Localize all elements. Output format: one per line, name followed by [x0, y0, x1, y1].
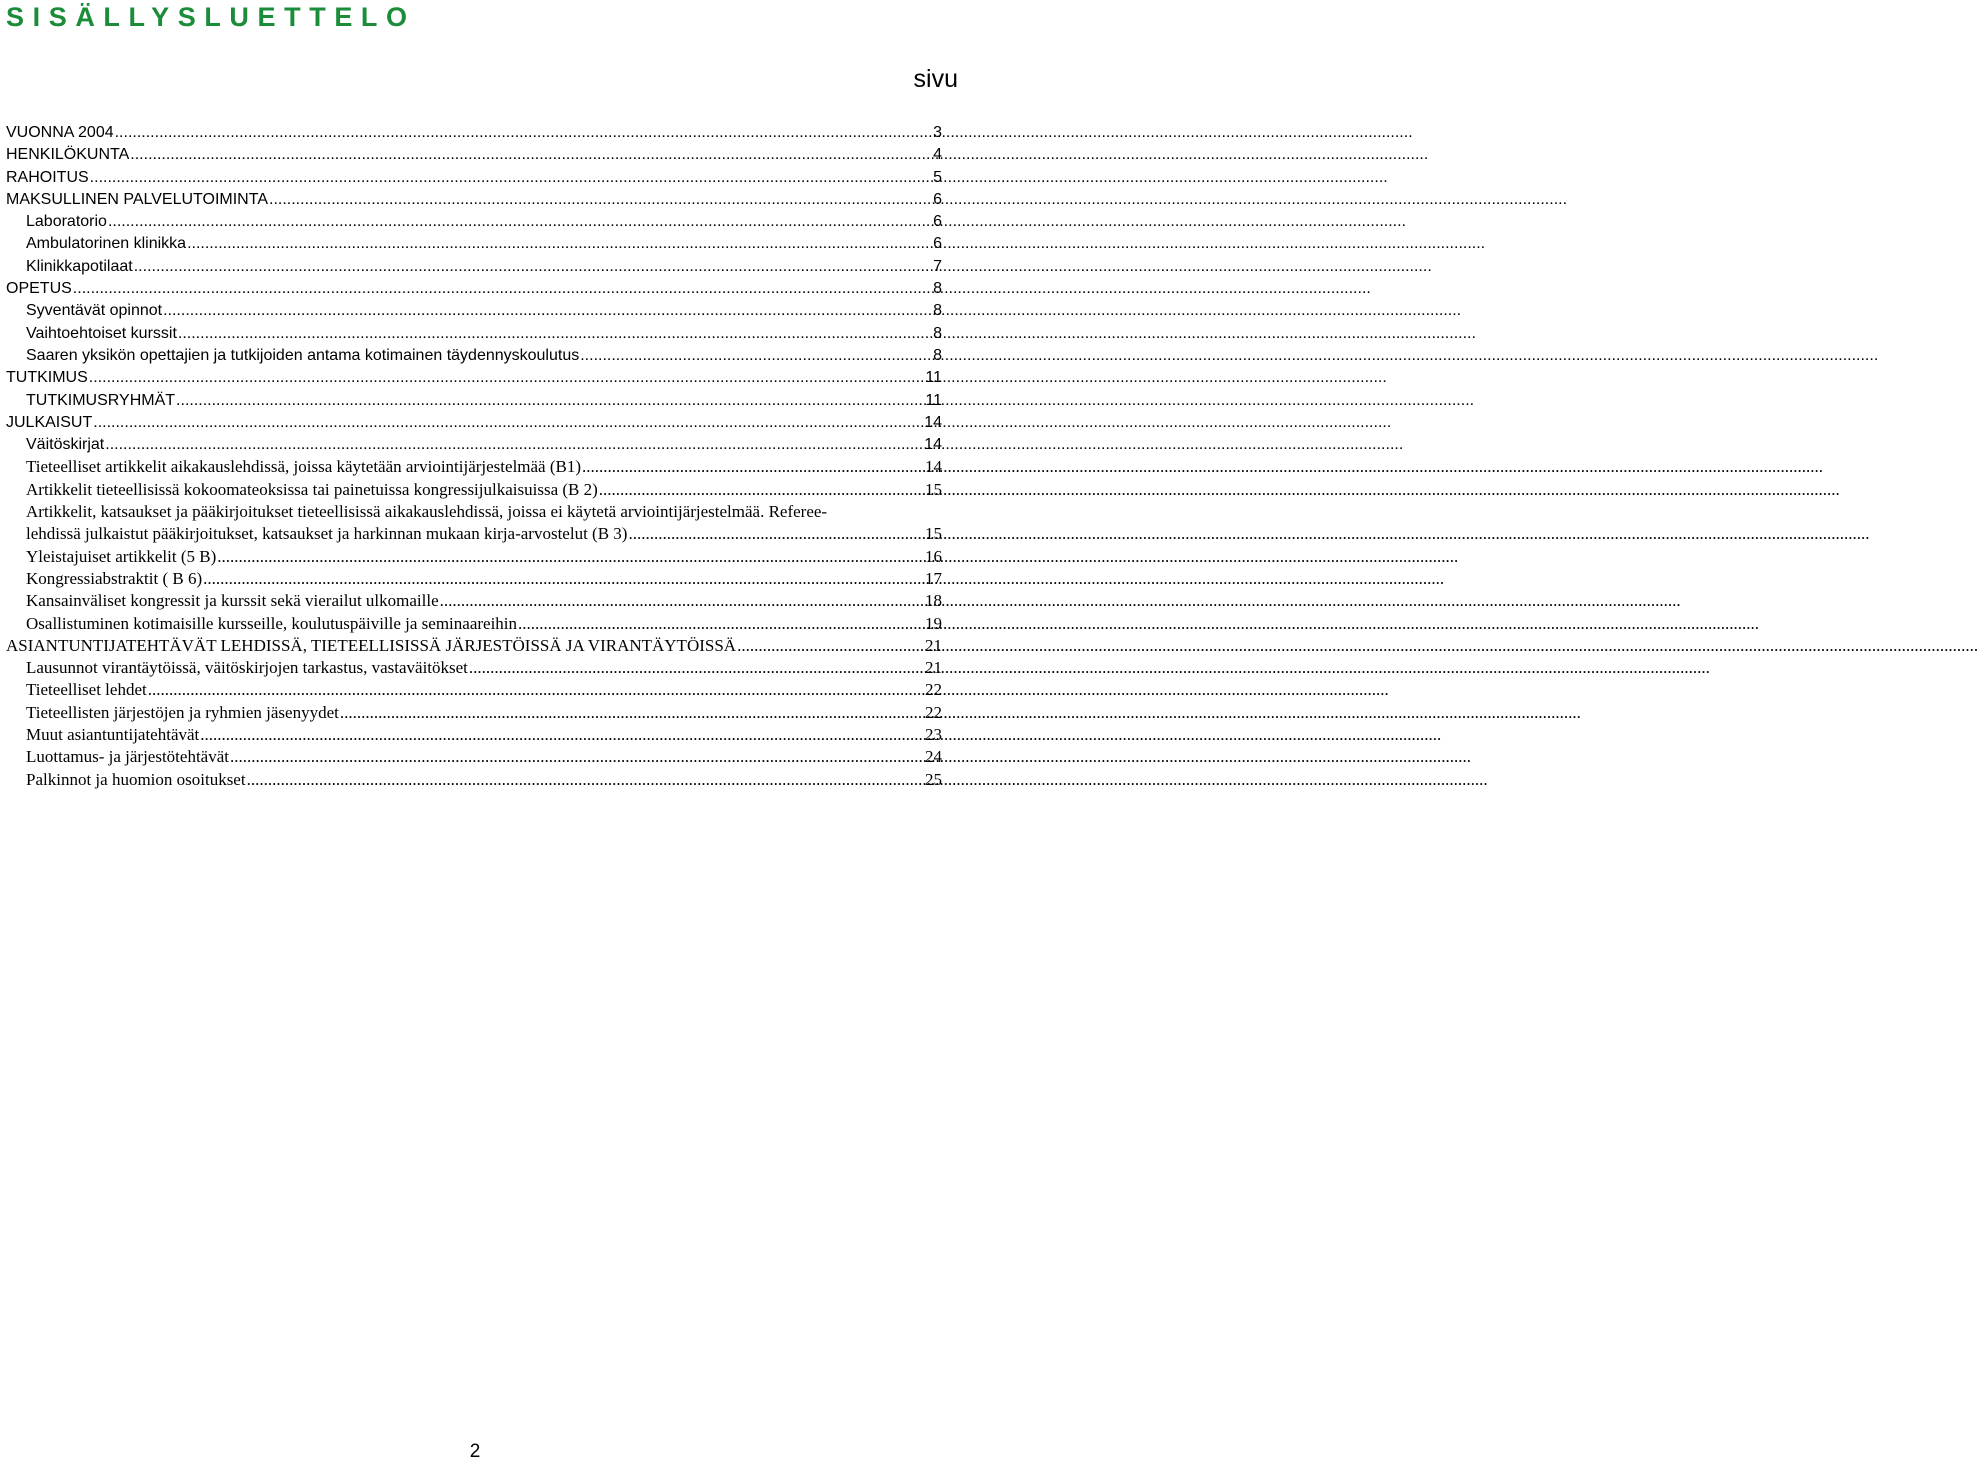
toc-entry[interactable] — [6, 568, 942, 590]
toc-entry[interactable] — [6, 390, 942, 412]
dot-leader — [199, 724, 925, 746]
toc-entry-page: 15 — [925, 524, 942, 544]
toc-entry-page: 11 — [925, 369, 942, 387]
dot-leader — [89, 167, 933, 189]
toc-entry[interactable] — [6, 367, 942, 389]
toc-entry[interactable] — [6, 746, 942, 768]
dot-leader — [72, 278, 933, 300]
toc-entry-label: HENKILÖKUNTA — [6, 146, 130, 164]
dot-leader — [736, 635, 925, 657]
toc-entry-label: Osallistuminen kotimaisille kursseille, koulutuspäiville ja seminaareihin — [26, 613, 518, 633]
toc-entry-page: 3 — [933, 124, 942, 141]
toc-entry[interactable] — [6, 167, 942, 189]
toc-entry[interactable] — [6, 679, 942, 701]
toc-entry-label: Laboratorio — [26, 213, 107, 231]
dot-leader — [104, 434, 924, 456]
toc-entry-page: 4 — [933, 146, 942, 164]
toc-entry-page: 8 — [933, 302, 942, 320]
toc-entry[interactable] — [6, 702, 942, 724]
dot-leader — [88, 367, 926, 389]
toc-entry-page: 21 — [925, 635, 942, 655]
toc-entry-page: 8 — [933, 324, 942, 342]
toc-entry[interactable] — [6, 501, 942, 523]
toc-entry-page: 23 — [925, 725, 942, 745]
toc-entry[interactable] — [6, 456, 942, 478]
toc-entry-label: RAHOITUS — [6, 168, 89, 186]
toc-entry[interactable] — [6, 233, 942, 255]
toc-entry-page: 22 — [925, 680, 942, 700]
toc-entry-label: Saaren yksikön opettajien ja tutkijoiden antama kotimainen täydennyskoulutus — [26, 346, 580, 364]
toc-entry-label: Kongressiabstraktit ( B 6) — [26, 568, 203, 588]
toc-entry[interactable] — [6, 323, 942, 345]
toc-entry-label: Syventävät opinnot — [26, 302, 163, 320]
dot-leader — [439, 590, 925, 612]
toc-entry[interactable] — [6, 256, 942, 278]
toc-entry-page: 18 — [925, 591, 942, 611]
toc-entry-page: 19 — [925, 613, 942, 633]
toc-entry[interactable] — [6, 479, 942, 501]
toc-entry-label: Kansainväliset kongressit ja kurssit sekä vierailut ulkomaille — [26, 591, 439, 611]
toc-entry[interactable] — [6, 546, 942, 568]
toc-entry-page: 14 — [924, 436, 942, 454]
toc-entry[interactable] — [6, 412, 942, 434]
toc-entry-label: Vaihtoehtoiset kurssit — [26, 324, 177, 342]
toc-entry[interactable] — [6, 613, 942, 635]
toc-entry-label: Ambulatorinen klinikka — [26, 235, 187, 253]
toc-entry-page: 8 — [933, 346, 942, 364]
toc-entry-page: 25 — [925, 769, 942, 789]
toc-entry-page: 22 — [925, 702, 942, 722]
toc-entry-page: 15 — [925, 479, 942, 499]
dot-leader — [177, 323, 933, 345]
toc-entry-label: Väitöskirjat — [26, 436, 105, 454]
toc-entry-page: 7 — [933, 257, 942, 275]
dot-leader — [107, 211, 933, 233]
toc-entry[interactable] — [6, 523, 942, 545]
toc-entry-page: 21 — [925, 658, 942, 678]
toc-entry-page: 6 — [933, 190, 942, 208]
toc-entry-label: Yleistajuiset artikkelit (5 B) — [26, 546, 217, 566]
toc-entry[interactable] — [6, 724, 942, 746]
toc-entry[interactable] — [6, 434, 942, 456]
dot-leader — [114, 122, 933, 144]
toc-entry[interactable] — [6, 278, 942, 300]
toc-entry-label: ASIANTUNTIJATEHTÄVÄT LEHDISSÄ, TIETEELLISISSÄ JÄRJESTÖISSÄ JA VIRANTÄYTÖISSÄ — [6, 635, 737, 655]
page-title: SISÄLLYSLUETTELO — [6, 2, 416, 32]
dot-leader — [627, 523, 925, 545]
toc-entry-page: 8 — [933, 280, 942, 298]
toc-entry-page: 14 — [924, 413, 942, 431]
table-of-contents — [6, 122, 942, 791]
toc-entry[interactable] — [6, 122, 942, 144]
dot-leader — [202, 568, 925, 590]
dot-leader — [216, 546, 925, 568]
toc-entry-page: 16 — [925, 546, 942, 566]
dot-leader — [186, 233, 933, 255]
toc-entry-label: Tieteelliset lehdet — [26, 680, 147, 700]
toc-entry-label: Lausunnot virantäytöissä, väitöskirjojen tarkastus, vastaväitökset — [26, 658, 468, 678]
toc-entry-label: VUONNA 2004 — [6, 124, 114, 141]
toc-entry-label: TUTKIMUS — [6, 369, 88, 387]
dot-leader — [147, 679, 925, 701]
toc-entry-page: 6 — [933, 213, 942, 231]
toc-entry-label: Artikkelit tieteellisissä kokoomateoksissa tai painetuissa kongressijulkaisuissa (B 2) — [26, 479, 598, 499]
dot-leader — [162, 300, 933, 322]
dot-leader — [229, 746, 925, 768]
toc-entry-page: 5 — [933, 168, 942, 186]
dot-leader — [581, 456, 925, 478]
toc-entry[interactable] — [6, 211, 942, 233]
toc-entry-label: lehdissä julkaistut pääkirjoitukset, katsaukset ja harkinnan mukaan kirja-arvostelut (B 3) — [26, 524, 628, 544]
footer-page-number: 2 — [469, 1441, 481, 1462]
toc-entry[interactable] — [6, 345, 942, 367]
toc-entry[interactable] — [6, 635, 942, 657]
toc-entry[interactable] — [6, 189, 942, 211]
dot-leader — [133, 256, 933, 278]
dot-leader — [268, 189, 933, 211]
page-column-label: sivu — [913, 65, 958, 93]
dot-leader — [129, 144, 933, 166]
dot-leader — [598, 479, 925, 501]
toc-entry-label: Muut asiantuntijatehtävät — [26, 725, 200, 745]
toc-entry-page: 17 — [925, 568, 942, 588]
dot-leader — [517, 613, 925, 635]
toc-entry[interactable] — [6, 657, 942, 679]
dot-leader — [339, 702, 925, 724]
toc-entry-page: 24 — [925, 747, 942, 767]
dot-leader — [92, 412, 924, 434]
toc-entry-label: Luottamus- ja järjestötehtävät — [26, 747, 229, 767]
toc-entry[interactable] — [6, 300, 942, 322]
toc-entry[interactable] — [6, 144, 942, 166]
toc-entry-label: Artikkelit, katsaukset ja pääkirjoitukset tieteellisissä aikakauslehdissä, joissa ei käytetä arviointijärjestelmää. Referee- — [26, 502, 828, 522]
toc-entry[interactable] — [6, 769, 942, 791]
toc-entry-label: Klinikkapotilaat — [26, 257, 133, 275]
toc-entry[interactable] — [6, 590, 942, 612]
toc-entry-label: OPETUS — [6, 280, 72, 298]
toc-entry-page: 6 — [933, 235, 942, 253]
dot-leader — [579, 345, 933, 367]
toc-entry-page: 11 — [925, 391, 942, 409]
toc-entry-label: Tieteellisten järjestöjen ja ryhmien jäsenyydet — [26, 702, 339, 722]
dot-leader — [246, 769, 925, 791]
dot-leader — [468, 657, 925, 679]
dot-leader — [175, 390, 925, 412]
toc-entry-label: Palkinnot ja huomion osoitukset — [26, 769, 246, 789]
toc-entry-label: JULKAISUT — [6, 413, 93, 431]
toc-entry-label: MAKSULLINEN PALVELUTOIMINTA — [6, 190, 268, 208]
toc-entry-label: Tieteelliset artikkelit aikakauslehdissä, joissa käytetään arviointijärjestelmää (B1) — [26, 457, 582, 477]
toc-entry-label: TUTKIMUSRYHMÄT — [26, 391, 176, 409]
toc-entry-page: 14 — [925, 457, 942, 477]
